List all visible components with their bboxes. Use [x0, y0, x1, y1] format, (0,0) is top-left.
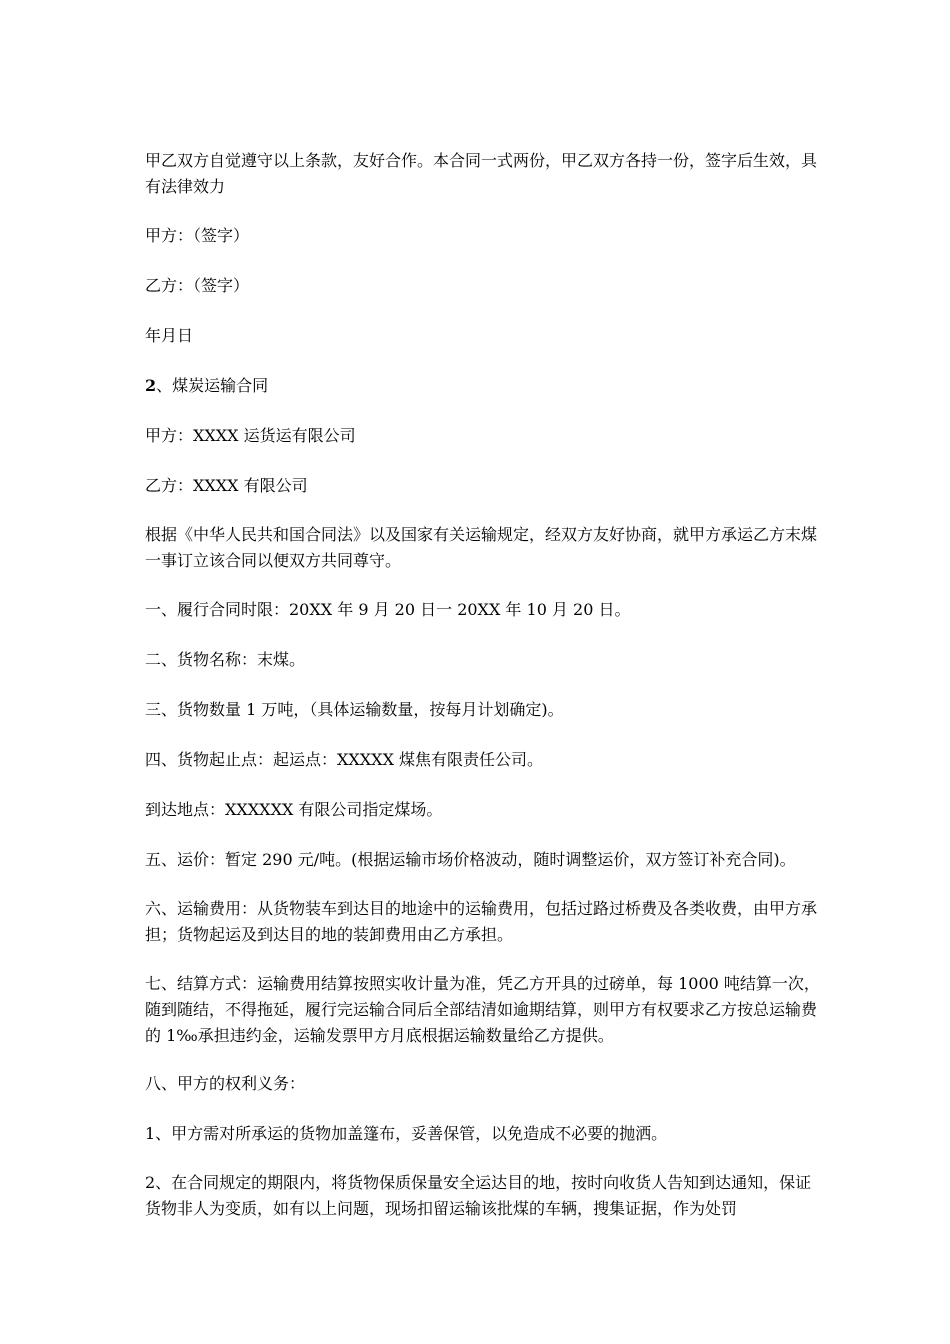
paragraph-preamble: 根据《中华人民共和国合同法》以及国家有关运输规定，经双方友好协商，就甲方承运乙方末煤一事订立该合同以便双方共同尊守。	[145, 525, 818, 570]
clause-2-goods-name: 二、货物名称：末煤。	[145, 650, 306, 669]
heading-number: 2	[145, 376, 157, 395]
clause-5-price: 五、运价：暂定 290 元/吨。(根据运输市场价格波动，随时调整运价，双方签订补充合同)。	[145, 850, 796, 869]
clause-6-costs: 六、运输费用：从货物装车到达目的地途中的运输费用，包括过路过桥费及各类收费，由甲方承担；货物起运及到达目的地的装卸费用由乙方承担。	[145, 899, 818, 944]
paragraph-party-b-signature: 乙方：（签字）	[145, 276, 250, 295]
clause-4-destination: 到达地点：XXXXXX 有限公司指定煤场。	[145, 800, 443, 819]
clause-3-quantity: 三、货物数量 1 万吨，（具体运输数量，按每月计划确定)。	[145, 700, 564, 719]
paragraph-party-b: 乙方：XXXX 有限公司	[145, 476, 308, 495]
clause-8-rights-duties: 八、甲方的权利义务：	[145, 1074, 306, 1093]
paragraph-party-a: 甲方：XXXX 运货运有限公司	[145, 426, 356, 445]
section-heading-coal-contract	[145, 373, 821, 399]
clause-8-item-2: 2、在合同规定的期限内，将货物保质保量安全运达目的地，按时向收货人告知到达通知，保证货物非人为变质，如有以上问题，现场扣留运输该批煤的车辆，搜集证据，作为处罚	[145, 1173, 812, 1218]
paragraph-agreement-effect: 甲乙双方自觉遵守以上条款，友好合作。本合同一式两份，甲乙双方各持一份，签字后生效，具有法律效力	[145, 151, 818, 196]
paragraph-date: 年月日	[145, 326, 194, 345]
heading-text: 、煤炭运输合同	[156, 376, 269, 395]
paragraph-party-a-signature: 甲方：（签字）	[145, 226, 250, 245]
clause-1-term: 一、履行合同时限：20XX 年 9 月 20 日一 20XX 年 10 月 20 日。	[145, 600, 631, 619]
clause-4-origin: 四、货物起止点：起运点：XXXXX 煤焦有限责任公司。	[145, 750, 544, 769]
clause-8-item-1: 1、甲方需对所承运的货物加盖篷布，妥善保管，以免造成不必要的抛洒。	[145, 1124, 668, 1143]
clause-7-settlement: 七、结算方式：运输费用结算按照实收计量为准，凭乙方开具的过磅单，每 1000 吨结算一次，随到随结，不得拖延，履行完运输合同后全部结清如逾期结算，则甲方有权要求乙方按总运输费的 1‰承担违约金，运输发票甲方月底根据运输数量给乙方提供。	[145, 974, 820, 1045]
